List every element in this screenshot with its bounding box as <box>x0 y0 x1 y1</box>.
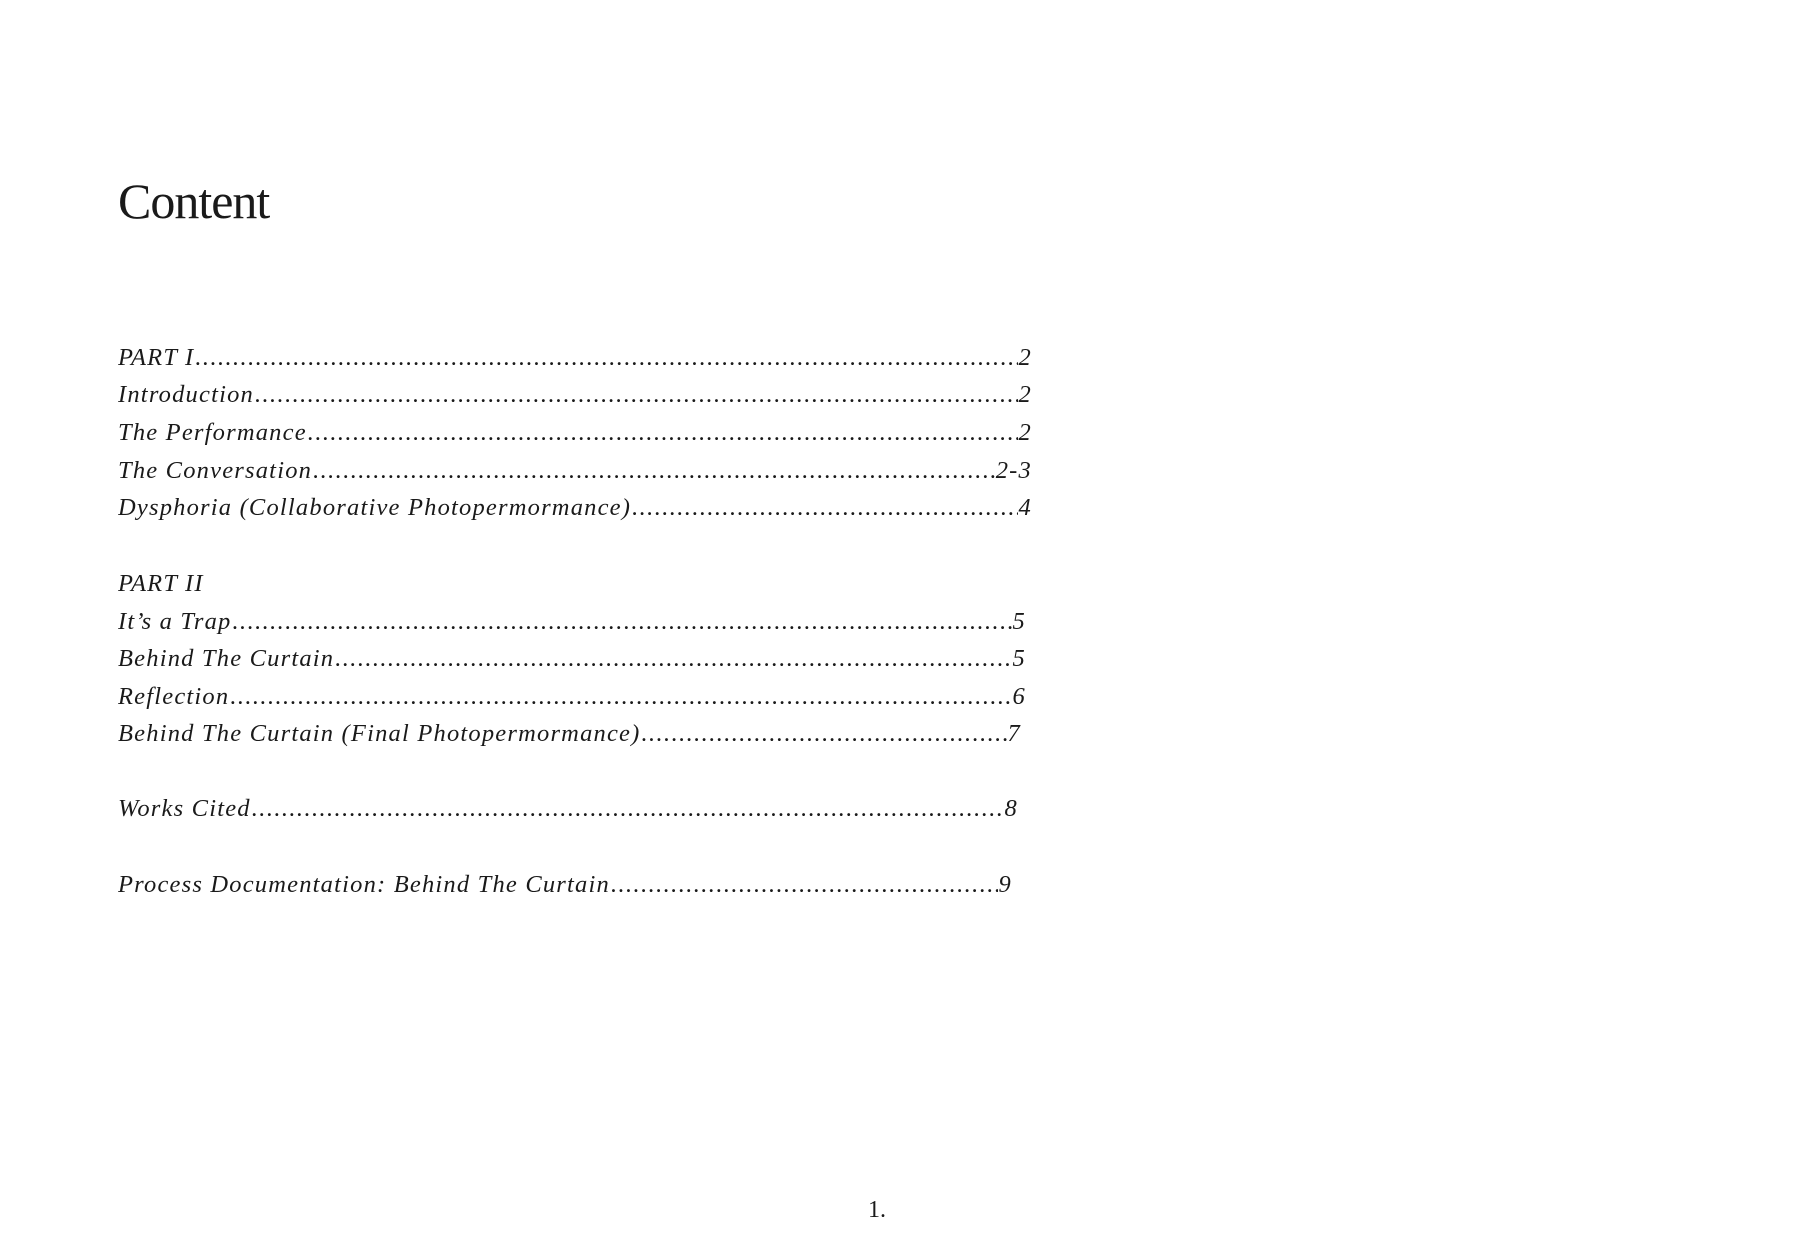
toc-page-number: 9 <box>998 871 1012 898</box>
toc-page-number: 2-3 <box>995 457 1032 484</box>
toc-leader <box>230 679 1011 715</box>
toc-leader <box>641 716 1006 752</box>
toc-leader <box>195 340 1017 376</box>
toc-leader <box>335 641 1011 677</box>
toc-section-heading: PART II <box>118 570 204 597</box>
toc-label: Behind The Curtain (Final Photopermormance) <box>118 720 641 747</box>
toc-entry-the-performance <box>118 415 1032 451</box>
toc-page-number: 5 <box>1012 645 1026 672</box>
toc-label: Works Cited <box>118 795 251 822</box>
page-title: Content <box>118 173 270 229</box>
toc-leader <box>255 377 1018 413</box>
toc-label: Reflection <box>118 683 230 710</box>
toc-entry-its-a-trap <box>118 604 1026 640</box>
toc-label: The Conversation <box>118 457 313 484</box>
toc-entry-part-1 <box>118 340 1032 376</box>
toc-leader <box>252 791 1004 827</box>
toc-leader <box>632 490 1017 526</box>
toc-label: Introduction <box>118 381 254 408</box>
toc-page-number: 4 <box>1018 494 1032 521</box>
toc-entry-reflection <box>118 679 1026 715</box>
toc-page-number: 2 <box>1018 344 1032 371</box>
toc-label: Behind The Curtain <box>118 645 335 672</box>
toc-label: Process Documentation: Behind The Curtain <box>118 871 610 898</box>
toc-entry-works-cited <box>118 791 1018 827</box>
toc-label: The Performance <box>118 419 307 446</box>
toc-page-number: 6 <box>1012 683 1026 710</box>
toc-entry-process-documentation <box>118 867 1012 903</box>
toc-entry-behind-the-curtain <box>118 641 1026 677</box>
toc-entry-the-conversation <box>118 453 1032 489</box>
toc-label: It’s a Trap <box>118 608 232 635</box>
toc-page-number: 2 <box>1018 381 1032 408</box>
toc-label: PART I <box>118 344 195 371</box>
toc-leader <box>308 415 1018 451</box>
toc-entry-dysphoria <box>118 490 1032 526</box>
toc-entry-introduction <box>118 377 1032 413</box>
toc-page-number: 2 <box>1018 419 1032 446</box>
toc-leader <box>313 453 995 489</box>
toc-entry-part-2 <box>118 566 204 602</box>
toc-leader <box>611 867 998 903</box>
toc-leader <box>233 604 1012 640</box>
toc-label: Dysphoria (Collaborative Photopermormance) <box>118 494 632 521</box>
toc-page-number: 8 <box>1004 795 1018 822</box>
toc-entry-final-photoperformance <box>118 716 1021 752</box>
page-number: 1. <box>868 1197 886 1223</box>
toc-page-number: 7 <box>1007 720 1021 747</box>
toc-page-number: 5 <box>1012 608 1026 635</box>
